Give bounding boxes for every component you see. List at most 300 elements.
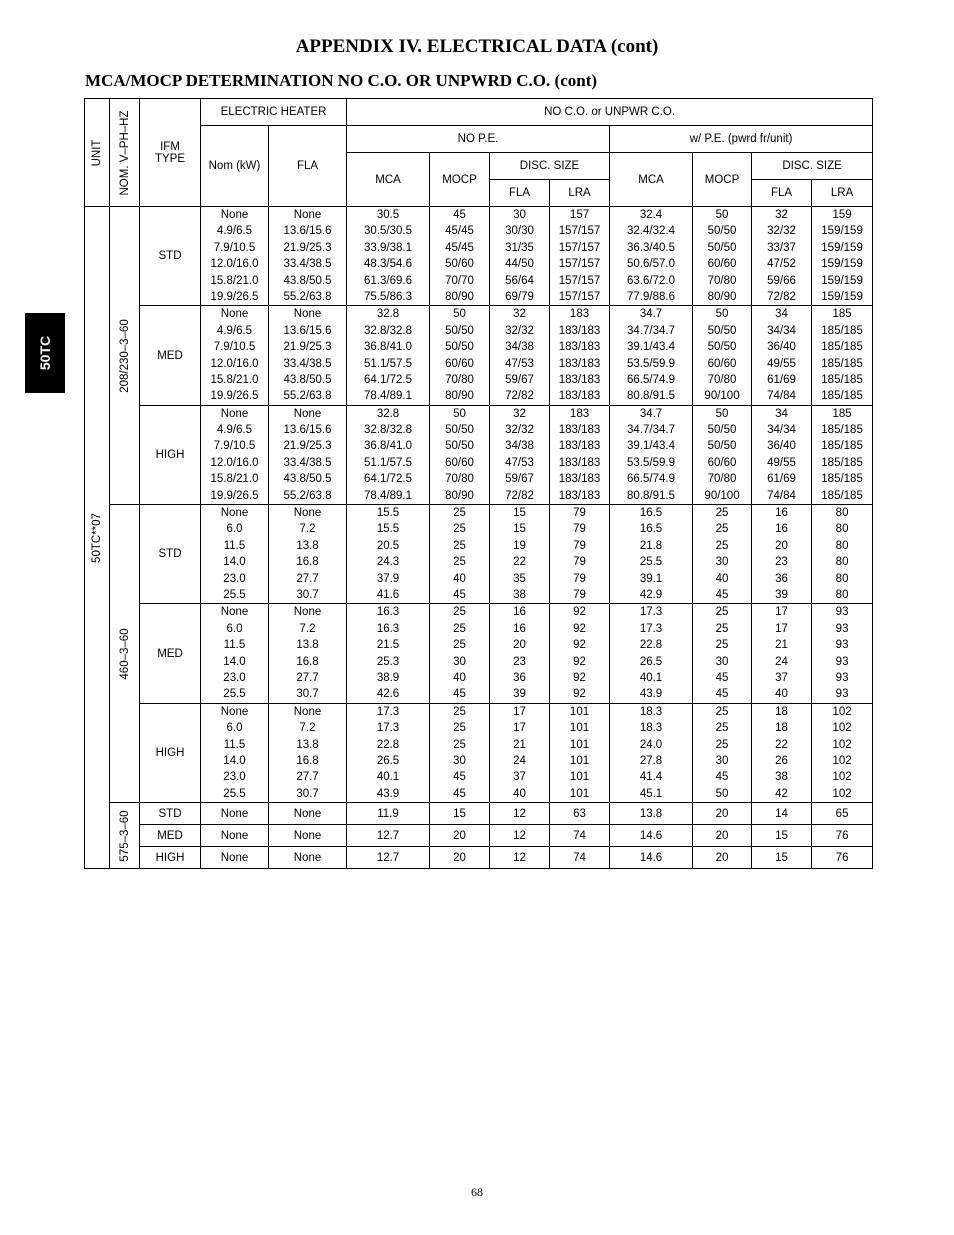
pe-mocp-value: 30 — [715, 655, 729, 668]
header-pe-disc-lra: LRA — [812, 180, 873, 207]
pe-disc-fla-cell: 14 — [752, 803, 812, 825]
no-pe-mocp-value: 50/50 — [445, 341, 474, 354]
pe-mocp-value: 25 — [715, 639, 729, 652]
heater-kw-value: None — [220, 308, 249, 321]
pe-mocp-value: 60/60 — [707, 456, 737, 469]
ifm-type-cell: HIGH — [140, 847, 201, 869]
no-pe-mca-value: 22.8 — [376, 738, 400, 751]
no-pe-disc-fla-cell — [490, 405, 550, 504]
pe-mocp-value: 60/60 — [707, 357, 737, 370]
heater-fla-value: 13.8 — [296, 738, 319, 751]
table-row — [85, 306, 873, 405]
heater-kw-value: 15.8/21.0 — [210, 274, 259, 287]
pe-disc-fla-value: 47/52 — [767, 258, 796, 271]
no-pe-disc-fla-value: 30/30 — [505, 225, 534, 238]
no-pe-mocp-value: 50/50 — [445, 324, 474, 337]
pe-disc-fla-value: 39 — [775, 588, 788, 601]
no-pe-mca-value: 30.5/30.5 — [364, 225, 412, 238]
no-pe-disc-lra-value: 183/183 — [558, 489, 601, 502]
pe-disc-lra-value: 93 — [835, 655, 849, 668]
no-pe-disc-lra-value: 79 — [573, 572, 586, 585]
heater-fla-value: None — [293, 705, 322, 718]
table-title: MCA/MOCP DETERMINATION NO C.O. OR UNPWRD C.O. (cont) — [85, 71, 598, 90]
no-pe-disc-fla-value: 24 — [513, 754, 526, 767]
no-pe-disc-lra-cell — [550, 405, 610, 504]
no-pe-mocp-value: 70/80 — [445, 373, 474, 386]
pe-disc-fla-value: 61/69 — [767, 373, 796, 386]
pe-mca-value: 34.7/34.7 — [627, 324, 675, 337]
heater-kw-cell — [201, 207, 269, 306]
no-pe-disc-fla-value: 56/64 — [505, 274, 534, 287]
no-pe-mocp-value: 45 — [453, 588, 466, 601]
no-pe-mca-value: 33.9/38.1 — [364, 241, 412, 254]
pe-mca-value: 18.3 — [639, 722, 663, 735]
pe-mca-cell — [610, 505, 693, 604]
no-pe-disc-lra-value: 79 — [573, 539, 586, 552]
heater-fla-value: 13.8 — [296, 639, 319, 652]
heater-fla-value: 43.8/50.5 — [283, 473, 332, 486]
pe-disc-fla-value: 49/55 — [767, 456, 796, 469]
heater-kw-value: 11.5 — [223, 539, 246, 552]
pe-mocp-value: 30 — [715, 556, 729, 569]
no-pe-disc-fla-cell: 12 — [490, 825, 550, 847]
header-pe-disc-size: DISC. SIZE — [752, 153, 873, 180]
pe-disc-lra-value: 159/159 — [821, 274, 863, 287]
ifm-type-cell: MED — [140, 306, 201, 405]
no-pe-disc-fla-value: 23 — [513, 655, 526, 668]
no-pe-disc-lra-value: 183 — [569, 308, 590, 321]
no-pe-mocp-cell — [430, 306, 490, 405]
pe-disc-lra-cell — [812, 703, 873, 802]
pe-mca-value: 34.7/34.7 — [627, 424, 675, 437]
no-pe-disc-lra-cell — [550, 505, 610, 604]
heater-fla-value: None — [293, 507, 322, 520]
heater-kw-cell — [201, 703, 269, 802]
heater-kw-value: 15.8/21.0 — [210, 473, 259, 486]
unit-model-cell: 50TC**07 — [85, 207, 110, 869]
heater-kw-value: 25.5 — [223, 588, 246, 601]
no-pe-mocp-value: 80/90 — [445, 290, 474, 303]
heater-kw-value: 7.9/10.5 — [213, 241, 256, 254]
no-pe-disc-lra-cell: 74 — [550, 825, 610, 847]
no-pe-disc-lra-value: 183/183 — [558, 440, 601, 453]
heater-kw-cell — [201, 405, 269, 504]
no-pe-mocp-cell — [430, 207, 490, 306]
no-pe-mca-value: 20.5 — [376, 539, 400, 552]
pe-disc-fla-cell: 15 — [752, 825, 812, 847]
header-heater-fla: FLA — [269, 126, 347, 207]
table-row — [85, 505, 873, 604]
header-no-pe-disc-fla: FLA — [490, 180, 550, 207]
heater-kw-value: None — [220, 606, 249, 619]
pe-mocp-value: 25 — [715, 722, 729, 735]
heater-kw-value: 25.5 — [223, 688, 246, 701]
page-title: APPENDIX IV. ELECTRICAL DATA (cont) — [295, 36, 659, 57]
no-pe-mocp-cell: 20 — [430, 825, 490, 847]
pe-mocp-value: 25 — [715, 738, 729, 751]
pe-mocp-cell: 20 — [693, 803, 752, 825]
heater-kw-value: 7.9/10.5 — [213, 341, 256, 354]
pe-disc-fla-value: 18 — [775, 722, 788, 735]
header-no-co: NO C.O. or UNPWR C.O. — [347, 99, 873, 126]
no-pe-mocp-value: 50/60 — [445, 258, 474, 271]
no-pe-mocp-value: 25 — [453, 705, 466, 718]
no-pe-mocp-value: 70/70 — [445, 274, 474, 287]
pe-disc-fla-value: 22 — [775, 738, 788, 751]
pe-disc-lra-value: 159/159 — [821, 225, 863, 238]
no-pe-disc-lra-cell — [550, 703, 610, 802]
pe-disc-fla-value: 34 — [775, 407, 788, 420]
pe-mocp-value: 70/80 — [707, 373, 737, 386]
pe-mca-cell — [610, 306, 693, 405]
header-ifm-type: IFM TYPE — [140, 99, 201, 207]
heater-fla-value: 43.8/50.5 — [283, 274, 332, 287]
pe-disc-lra-value: 185/185 — [821, 341, 863, 354]
no-pe-mca-value: 78.4/89.1 — [364, 390, 412, 403]
heater-fla-value: 21.9/25.3 — [283, 341, 332, 354]
no-pe-disc-lra-value: 157/157 — [558, 241, 601, 254]
pe-disc-lra-value: 159 — [832, 209, 852, 221]
table-header — [85, 99, 873, 207]
no-pe-mca-cell: 12.7 — [347, 825, 430, 847]
heater-kw-value: 25.5 — [223, 787, 246, 800]
side-tab — [25, 313, 65, 393]
pe-mca-value: 36.3/40.5 — [627, 241, 675, 254]
no-pe-disc-fla-value: 59/67 — [505, 473, 534, 486]
pe-mocp-value: 50/50 — [707, 241, 737, 254]
pe-mocp-cell — [693, 306, 752, 405]
no-pe-mca-cell — [347, 207, 430, 306]
pe-disc-fla-cell — [752, 306, 812, 405]
pe-mocp-value: 25 — [715, 622, 729, 635]
pe-disc-lra-value: 185/185 — [821, 440, 863, 453]
heater-fla-value: 55.2/63.8 — [283, 290, 332, 303]
no-pe-mocp-value: 45 — [453, 688, 466, 701]
no-pe-mocp-value: 45 — [453, 787, 466, 800]
no-pe-disc-fla-cell: 12 — [490, 803, 550, 825]
pe-mocp-value: 30 — [715, 754, 729, 767]
pe-disc-lra-cell: 76 — [812, 847, 873, 869]
header-unit: UNIT — [85, 99, 110, 207]
pe-disc-lra-value: 185/185 — [821, 424, 863, 437]
pe-mocp-value: 80/90 — [707, 290, 737, 303]
heater-kw-value: 11.5 — [223, 738, 246, 751]
no-pe-mocp-value: 50 — [453, 407, 466, 420]
pe-mocp-value: 45 — [715, 688, 729, 701]
no-pe-disc-fla-value: 17 — [513, 705, 526, 718]
no-pe-mca-value: 17.3 — [376, 705, 400, 718]
heater-kw-value: 12.0/16.0 — [210, 357, 259, 370]
heater-kw-value: 19.9/26.5 — [210, 390, 259, 403]
pe-mca-value: 34.7 — [639, 308, 663, 321]
no-pe-mocp-value: 40 — [453, 572, 466, 585]
heater-kw-value: 23.0 — [223, 671, 246, 684]
pe-disc-lra-value: 93 — [835, 639, 849, 652]
pe-disc-fla-value: 49/55 — [767, 357, 796, 370]
heater-fla-value: 21.9/25.3 — [283, 440, 332, 453]
pe-mocp-value: 50/50 — [707, 225, 737, 238]
pe-mocp-value: 25 — [715, 507, 729, 520]
ifm-type-cell: MED — [140, 604, 201, 703]
no-pe-disc-lra-value: 92 — [573, 688, 586, 701]
pe-mca-cell: 14.6 — [610, 825, 693, 847]
header-with-pe: w/ P.E. (pwrd fr/unit) — [610, 126, 873, 153]
pe-disc-fla-value: 32 — [775, 209, 788, 221]
pe-disc-fla-value: 24 — [775, 655, 788, 668]
pe-disc-lra-value: 185 — [832, 308, 852, 321]
heater-kw-value: 12.0/16.0 — [210, 258, 259, 271]
pe-disc-fla-value: 42 — [775, 787, 788, 800]
pe-disc-lra-cell — [812, 505, 873, 604]
pe-mocp-value: 70/80 — [707, 274, 737, 287]
no-pe-disc-fla-cell — [490, 306, 550, 405]
no-pe-mca-value: 17.3 — [376, 722, 400, 735]
no-pe-disc-fla-value: 34/38 — [505, 341, 534, 354]
no-pe-disc-lra-value: 79 — [573, 523, 586, 536]
pe-disc-fla-value: 21 — [775, 639, 788, 652]
no-pe-mca-value: 16.3 — [376, 606, 400, 619]
no-pe-mca-value: 41.6 — [376, 588, 400, 601]
no-pe-disc-fla-value: 15 — [513, 523, 526, 536]
heater-fla-value: 7.2 — [299, 722, 316, 735]
heater-fla-value: 13.6/15.6 — [283, 324, 332, 337]
pe-mocp-value: 25 — [715, 539, 729, 552]
pe-disc-fla-cell — [752, 703, 812, 802]
pe-mca-value: 39.1/43.4 — [627, 341, 675, 354]
heater-kw-cell: None — [201, 847, 269, 869]
no-pe-disc-lra-value: 101 — [569, 722, 590, 735]
pe-mca-value: 32.4/32.4 — [627, 225, 675, 238]
pe-disc-lra-value: 185/185 — [821, 324, 863, 337]
no-pe-disc-lra-value: 101 — [569, 705, 590, 718]
ifm-type-cell: STD — [140, 803, 201, 825]
no-pe-disc-lra-value: 183/183 — [558, 341, 601, 354]
heater-fla-cell: None — [269, 847, 347, 869]
pe-mocp-cell: 20 — [693, 825, 752, 847]
no-pe-disc-lra-value: 79 — [573, 588, 586, 601]
heater-kw-value: 23.0 — [223, 771, 246, 784]
no-pe-mca-value: 36.8/41.0 — [364, 440, 412, 453]
no-pe-mocp-value: 25 — [453, 722, 466, 735]
heater-fla-value: 33.4/38.5 — [283, 456, 332, 469]
heater-fla-cell — [269, 703, 347, 802]
pe-disc-lra-value: 93 — [835, 622, 849, 635]
header-nom-voltage: NOM. V–PH–HZ — [110, 99, 140, 207]
pe-disc-fla-value: 16 — [775, 507, 788, 520]
pe-disc-fla-value: 59/66 — [767, 274, 796, 287]
pe-disc-lra-cell — [812, 604, 873, 703]
pe-disc-lra-value: 185/185 — [821, 373, 863, 386]
no-pe-mocp-value: 70/80 — [445, 473, 474, 486]
heater-kw-value: 23.0 — [223, 572, 246, 585]
no-pe-mca-value: 21.5 — [376, 639, 400, 652]
no-pe-mocp-value: 45/45 — [445, 241, 474, 254]
pe-disc-fla-value: 36 — [775, 572, 788, 585]
no-pe-disc-fla-value: 47/53 — [505, 456, 534, 469]
pe-mca-value: 18.3 — [639, 705, 663, 718]
heater-kw-value: None — [220, 705, 249, 718]
pe-disc-lra-value: 185/185 — [821, 357, 863, 370]
pe-disc-lra-value: 80 — [835, 507, 849, 520]
pe-mocp-cell — [693, 405, 752, 504]
no-pe-mca-cell — [347, 405, 430, 504]
no-pe-disc-fla-value: 44/50 — [505, 258, 534, 271]
pe-disc-lra-value: 185/185 — [821, 473, 863, 486]
heater-kw-value: None — [220, 507, 249, 520]
no-pe-disc-lra-value: 157/157 — [558, 290, 601, 303]
pe-mocp-value: 45 — [715, 671, 729, 684]
no-pe-mca-value: 64.1/72.5 — [364, 373, 412, 386]
side-tab-label: 50TC — [37, 335, 53, 371]
no-pe-disc-fla-value: 22 — [513, 556, 526, 569]
heater-fla-value: 55.2/63.8 — [283, 489, 332, 502]
no-pe-disc-fla-cell — [490, 207, 550, 306]
pe-disc-fla-cell — [752, 604, 812, 703]
no-pe-disc-lra-value: 183/183 — [558, 390, 601, 403]
pe-disc-fla-value: 36/40 — [767, 440, 796, 453]
pe-mca-cell — [610, 703, 693, 802]
no-pe-mca-value: 36.8/41.0 — [364, 341, 412, 354]
heater-kw-value: 6.0 — [226, 722, 243, 735]
pe-mca-value: 43.9 — [639, 688, 663, 701]
table-row — [85, 604, 873, 703]
pe-disc-lra-value: 93 — [835, 688, 849, 701]
no-pe-mca-value: 61.3/69.6 — [364, 274, 412, 287]
pe-mocp-value: 45 — [715, 771, 729, 784]
table-body — [85, 207, 873, 869]
no-pe-mocp-value: 60/60 — [445, 357, 474, 370]
heater-kw-value: 19.9/26.5 — [210, 290, 259, 303]
heater-fla-value: None — [293, 308, 322, 321]
table-row — [85, 207, 873, 306]
no-pe-mca-value: 26.5 — [376, 754, 400, 767]
heater-kw-cell — [201, 306, 269, 405]
no-pe-disc-lra-value: 92 — [573, 606, 586, 619]
no-pe-disc-fla-value: 38 — [513, 588, 526, 601]
no-pe-disc-fla-value: 30 — [513, 209, 526, 221]
header-electric-heater: ELECTRIC HEATER — [201, 99, 347, 126]
pe-disc-lra-value: 80 — [835, 539, 849, 552]
ifm-type-cell: STD — [140, 505, 201, 604]
ifm-type-cell: STD — [140, 207, 201, 306]
no-pe-mocp-cell — [430, 505, 490, 604]
no-pe-disc-fla-value: 40 — [513, 787, 526, 800]
no-pe-disc-lra-value: 157/157 — [558, 258, 601, 271]
page-number: 68 — [471, 1185, 483, 1199]
pe-disc-lra-cell: 76 — [812, 825, 873, 847]
no-pe-mca-cell — [347, 306, 430, 405]
no-pe-disc-fla-value: 21 — [513, 738, 526, 751]
pe-mocp-value: 45 — [715, 588, 729, 601]
no-pe-disc-lra-value: 92 — [573, 671, 586, 684]
no-pe-disc-lra-value: 183/183 — [558, 373, 601, 386]
pe-disc-lra-value: 185/185 — [821, 456, 863, 469]
pe-disc-lra-cell — [812, 306, 873, 405]
pe-mca-value: 24.0 — [639, 738, 663, 751]
pe-mocp-value: 50 — [715, 209, 729, 221]
pe-mocp-value: 90/100 — [704, 489, 740, 502]
pe-mocp-value: 50/50 — [707, 424, 737, 437]
pe-mca-value: 45.1 — [639, 787, 663, 800]
table-row — [85, 847, 873, 869]
no-pe-disc-lra-value: 183 — [569, 407, 590, 420]
heater-fla-cell — [269, 207, 347, 306]
heater-kw-value: 12.0/16.0 — [210, 456, 259, 469]
heater-fla-value: 30.7 — [296, 588, 319, 601]
heater-fla-value: 27.7 — [296, 572, 319, 585]
no-pe-disc-fla-cell — [490, 703, 550, 802]
heater-kw-value: 7.9/10.5 — [213, 440, 256, 453]
no-pe-disc-fla-value: 32 — [513, 308, 526, 321]
pe-mocp-value: 25 — [715, 606, 729, 619]
heater-fla-value: None — [293, 209, 322, 221]
heater-fla-value: 27.7 — [296, 671, 319, 684]
pe-mca-value: 42.9 — [639, 588, 663, 601]
no-pe-disc-fla-value: 69/79 — [505, 290, 534, 303]
pe-mocp-value: 50 — [715, 407, 729, 420]
pe-mca-value: 16.5 — [639, 507, 663, 520]
no-pe-disc-fla-value: 37 — [513, 771, 526, 784]
no-pe-mocp-value: 40 — [453, 671, 466, 684]
no-pe-disc-lra-value: 183/183 — [558, 473, 601, 486]
no-pe-mocp-value: 50/50 — [445, 440, 474, 453]
no-pe-mocp-value: 25 — [453, 539, 466, 552]
pe-disc-fla-value: 74/84 — [767, 390, 796, 403]
pe-disc-fla-cell: 15 — [752, 847, 812, 869]
pe-mca-value: 32.4 — [639, 209, 663, 221]
ifm-type-cell: HIGH — [140, 703, 201, 802]
pe-mocp-value: 25 — [715, 705, 729, 718]
heater-fla-cell — [269, 405, 347, 504]
pe-mocp-value: 25 — [715, 523, 729, 536]
pe-mocp-value: 40 — [715, 572, 729, 585]
pe-disc-lra-value: 80 — [835, 556, 849, 569]
no-pe-mocp-value: 25 — [453, 556, 466, 569]
voltage-cell-460: 460–3–60 — [110, 505, 140, 803]
no-pe-disc-lra-cell — [550, 207, 610, 306]
pe-mca-value: 66.5/74.9 — [627, 373, 675, 386]
table-row — [85, 803, 873, 825]
no-pe-disc-fla-value: 36 — [513, 671, 526, 684]
no-pe-disc-fla-cell: 12 — [490, 847, 550, 869]
no-pe-mocp-value: 45 — [453, 771, 466, 784]
pe-disc-fla-value: 17 — [775, 622, 788, 635]
heater-kw-value: 15.8/21.0 — [210, 373, 259, 386]
no-pe-mca-value: 64.1/72.5 — [364, 473, 412, 486]
heater-fla-value: 33.4/38.5 — [283, 357, 332, 370]
no-pe-disc-lra-value: 157/157 — [558, 274, 601, 287]
pe-disc-fla-cell — [752, 207, 812, 306]
pe-mocp-value: 50/50 — [707, 324, 737, 337]
voltage-cell-208-230: 208/230–3–60 — [110, 207, 140, 505]
no-pe-disc-lra-value: 183/183 — [558, 324, 601, 337]
no-pe-mocp-value: 80/90 — [445, 489, 474, 502]
no-pe-mca-cell: 11.9 — [347, 803, 430, 825]
pe-disc-fla-value: 40 — [775, 688, 788, 701]
heater-fla-value: None — [293, 606, 322, 619]
pe-mca-value: 16.5 — [639, 523, 663, 536]
pe-disc-lra-value: 80 — [835, 523, 849, 536]
no-pe-disc-lra-value: 92 — [573, 622, 586, 635]
pe-disc-fla-value: 34 — [775, 308, 788, 321]
header-no-pe-disc-size: DISC. SIZE — [490, 153, 610, 180]
pe-mocp-value: 50/50 — [707, 341, 737, 354]
pe-disc-lra-cell: 65 — [812, 803, 873, 825]
heater-kw-value: 4.9/6.5 — [216, 225, 253, 238]
no-pe-mca-value: 42.6 — [376, 688, 400, 701]
heater-fla-value: 27.7 — [296, 771, 319, 784]
heater-kw-cell: None — [201, 825, 269, 847]
